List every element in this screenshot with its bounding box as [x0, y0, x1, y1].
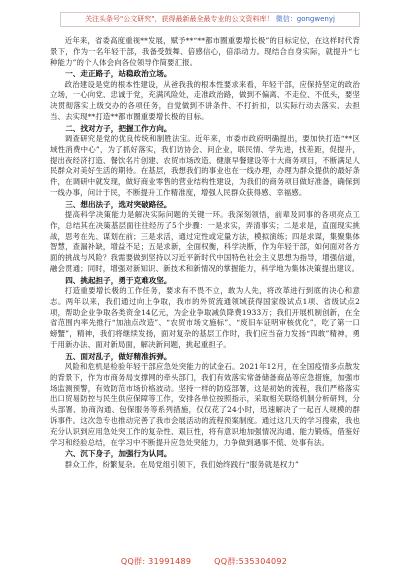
footer-qq-group-2: QQ群:535304092	[214, 557, 288, 566]
body-paragraph: 调查研究是党的优良传统和制胜法宝。近年来，市委市政府明确提出，要加快打造“**区域性消费中心”，为了抓好落实，我们访协会、问企业，联民情、学先进，找差距，促提升，提出夜经济打造、餐饮名片创建、农贸市场改造、健康早餐建设等十大商务项目，不断满足人民群众对美好生活的期待。在基层，我想我们的事业也在一线办理，办理为群众提供的最好条件，在调研中就发现，做好商业零售的营业结构性建设，为我们的商务项目做好准备，确保到一线办事，问计于民，不断提升工作精准度，增强人民群众获得感、幸福感。	[50, 133, 360, 197]
body-paragraph: 近年来，省委高度重视**发展，赋予**“**都市圈重要增长极”的目标定位，在这样时代背景下，作为一名年轻干部，我备受鼓舞、倍感信心，倍添动力。现结合自身实际，就提升“七种能力”的个人体会向各位领导作简要汇报。	[50, 36, 360, 67]
section-heading: 一、走正路子，站稳政治立场。	[65, 69, 172, 79]
section-heading: 四、挑起担子，勇于克难攻坚。	[65, 275, 172, 285]
footer-contact	[0, 556, 408, 567]
section-heading: 二、找对方子，把握工作方向。	[65, 123, 172, 133]
header-promo-text: 关注头条号"公文研究"，获得最新最全最专业的公文资料库！	[85, 15, 274, 23]
header-wechat-text: 微信：gongwenyj	[275, 15, 335, 23]
body-paragraph: 群众工作，纷繁复杂。在局党组引领下，我们始终践行“服务就是权力”	[64, 459, 299, 469]
section-heading: 五、面对乱子，做好精准拆弹。	[65, 351, 172, 361]
section-heading: 三、想出法子，选对突破路径。	[65, 199, 172, 209]
body-paragraph: 提高科学决策能力是解决实际问题的关键一环。我深刻领悟，前辈及同事的各项亮点工作，总结其在决策基层面往往经历了5个步骤：一是求实，弄清事实；二是求是，直面现实挑战，思考在先、谋划在前；三是求活，通过定性或定量方法，模拟演练；四是求谋，集聚集体智慧，查漏补缺，增益不足；五是求新，全面权衡，科学决断，作为年轻干部，如何面对各方面的挑战与风险？我需要做到坚持以习近平新时代中国特色社会主义思想为指导，增强信道，融会贯通；同时，增强对新知识、新技术和新情况的掌握能力，科学地为集体决策提出建议。	[50, 209, 360, 273]
section-heading: 六、沉下身子，加强行为认同。	[65, 449, 172, 459]
document-body	[50, 36, 360, 546]
watermark-header-banner	[60, 12, 360, 27]
body-paragraph: 政治建设是党的根本性建设，从爸我我的根本性要求来看，年轻干部，应保持坚定的政治立场，一心向党、忠诚于党，充满风险处，走准政治路，做到不偏离、不走位、不低头，要坚决贯彻落实上级交办的各项任务，自觉做到不讲条件、不打折扣，以实际行动去落实、去担当、去实现**打造**都市圈重要增长极的目标。	[50, 79, 360, 121]
body-paragraph: 打造重要增长极的工作任务，要求有不畏不立，敢为人先，将改革进行到底的决心和意志。两年以来，我们通过向上争取，我市的外贸流通领域获得国家级试点1项、省级试点2项，帮助企业争取各类资金14亿元，为企业争取减负降费1933万；我们开展机制创新，在全省范围内率先推行“加油点改造”、“农贸市场文施标”、“废旧车证明审核优化”，吃了第一口螃蟹”，精神，我们将继续发扬，面对复杂的基层工作时，我们应当奋力发扬“四敢”精神，勇于用新办法、面对新局面，解决新问题，挑起重担子。	[50, 285, 360, 349]
footer-qq-group-1: QQ群: 31991489	[120, 557, 192, 566]
body-paragraph: 风险和危机是检验年轻干部应急处突能力的试金石。2021年12月，在全国疫情多点散发的背景下，作为市商务局支撑网的牵头部门，我们有效落实常备储备商品等应急措施，加强市场监测预警，有效防范市场价格波动。坚持一样的防疫部署，这是初始的流程，我们严格落实出口贸易防控与民生供应保障等工作，安排各单位按照指示，采取相关联络机制分析研判，分头部署、协商沟通、包保服务等系列措施，仅仅花了24小时，迅速解决了一起百人规模的群诉事件。这次急专也推动完善了我市会展活动的流程预案制度。通过这几天的学习搜索，我也充分认识到应用急处突工作的复杂性、艰巨性，将有意识地加强情况沟通、能力锻炼，借鉴好学习和经验总结，在学习中不断提升应急处突能力，力争做到遇事不慌、处事有法。	[50, 361, 360, 447]
